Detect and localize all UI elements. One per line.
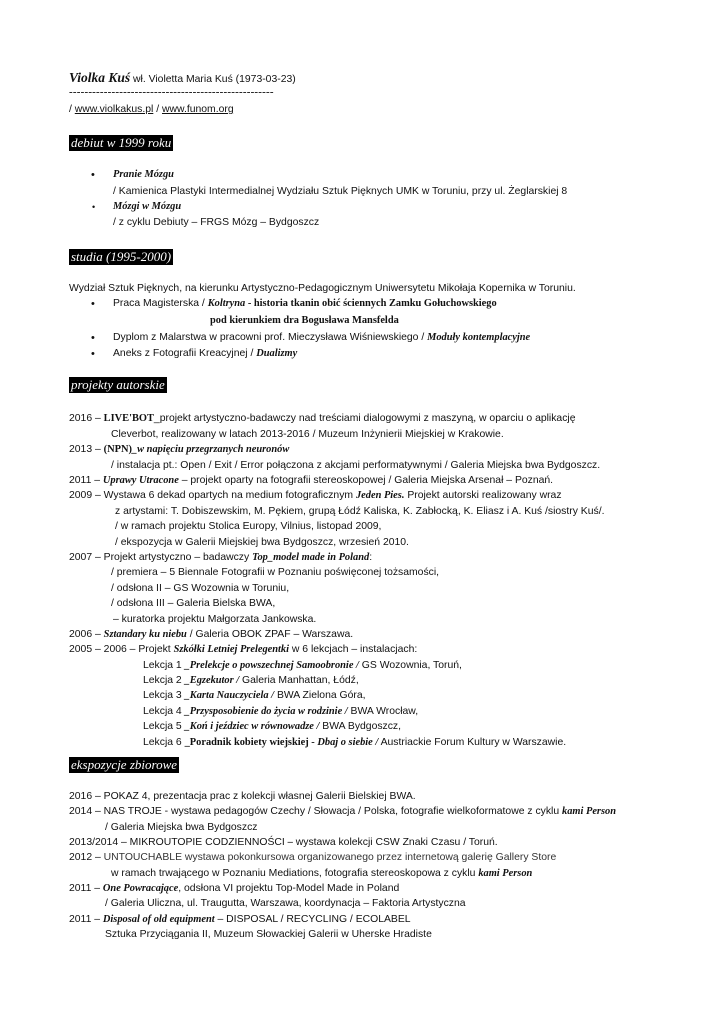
entry-text: Projekt autorski realizowany wraz <box>404 490 562 501</box>
entry-title: Uprawy Utracone <box>102 475 179 486</box>
slash-separator: / <box>153 104 162 115</box>
header-divider: ----------------------------------------------------- <box>69 86 274 98</box>
lesson-title: _Przysposobienie do życia w rodzinie / <box>184 706 348 717</box>
studies-item-annex <box>113 348 297 360</box>
studies-item-diploma <box>113 332 530 344</box>
lesson-venue: BWA Wrocław, <box>347 706 419 717</box>
lesson-label: Lekcja 5 <box>143 721 185 732</box>
entry-dash: – <box>287 837 293 848</box>
entry-text: wystawa kolekcji CSW Znaki Czasu / Toruń. <box>292 837 498 848</box>
entry-text: / Galeria OBOK ZPAF – Warszawa. <box>186 629 354 640</box>
entry-title: Jeden Pies. <box>355 490 405 501</box>
lesson-venue: GS Wozownia, Toruń, <box>358 660 462 671</box>
entry-year: 2013 – <box>69 444 104 455</box>
lesson-label: Lekcja 6 <box>143 737 185 748</box>
entry-text: _projekt artystyczno-badawczy nad treściami dialogowymi z maszyną, w oparciu o aplikację <box>153 413 576 424</box>
project-entry <box>69 444 289 456</box>
section-heading-studies: studia (1995-2000) <box>71 249 172 264</box>
bullet: • <box>91 348 95 360</box>
lesson-venue: Galeria Manhattan, Łódź, <box>239 675 359 686</box>
link-violkakus[interactable]: www.violkakus.pl <box>74 104 154 115</box>
bullet: • <box>91 332 95 344</box>
project-entry-cont: z artystami: T. Dobiszewskim, M. Pękiem, grupą Łódź Kaliska, K. Zabłocką, K. Eliasz i A. Kuś /siostry Kuś/. <box>115 506 605 517</box>
entry-text: 2007 – Projekt artystyczno – badawczy <box>69 552 253 563</box>
debut-item-detail: / z cyklu Debiuty – FRGS Mózg – Bydgoszcz <box>113 217 320 228</box>
entry-year: 2011 – <box>69 914 103 925</box>
entry-text: – DISPOSAL / RECYCLING / ECOLABEL <box>214 914 411 925</box>
lesson-title: _Poradnik kobiety wiejskiej - <box>184 737 318 748</box>
lesson-item <box>143 721 401 733</box>
studies-item-label: Praca Magisterska / <box>113 298 208 309</box>
project-entry-cont: / ekspozycja w Galerii Miejskiej bwa Bydgoszcz, wrzesień 2010. <box>115 537 409 548</box>
header-line <box>69 70 296 86</box>
entry-text: – projekt oparty na fotografii stereoskopowej / Galeria Miejska Arsenał – Poznań. <box>178 475 554 486</box>
entry-year: 2011 – <box>69 475 103 486</box>
entry-year: 2016 – <box>69 413 104 424</box>
entry-year: 2011 – <box>69 883 103 894</box>
entry-text: 2009 – Wystawa 6 dekad opartych na medium fotograficznym <box>69 490 356 501</box>
studies-item-title: Dualizmy <box>256 348 298 359</box>
artist-full-name: wł. Violetta Maria Kuś (1973-03-23) <box>133 74 296 85</box>
artist-name: Violka Kuś <box>69 70 131 85</box>
entry-text: 2014 – NAS TROJE - wystawa pedagogów Czechy / Słowacja / Polska, fotografie wielkoformatowe z cyklu <box>69 806 563 817</box>
project-entry-cont: / odsłona III – Galeria Bielska BWA, <box>111 598 276 609</box>
studies-item-label: Dyplom z Malarstwa w pracowni prof. Mieczysława Wiśniewskiego / <box>113 332 428 343</box>
group-entry-cont: Sztuka Przyciągania II, Muzeum Słowackiej Galerii w Uherske Hradiste <box>105 929 432 940</box>
entry-title: (NPN) <box>103 444 132 455</box>
project-entry <box>69 644 417 656</box>
entry-title: Disposal of old equipment <box>102 914 215 925</box>
section-heading-debut: debiut w 1999 roku <box>71 135 172 150</box>
group-entry <box>69 806 616 818</box>
slash-separator: / <box>69 104 75 115</box>
lesson-label: Lekcja 2 <box>143 675 185 686</box>
entry-title: Szkółki Letniej Prelegentki <box>173 644 290 655</box>
link-funom[interactable]: www.funom.org <box>162 104 234 115</box>
group-entry <box>69 852 556 864</box>
studies-item-thesis <box>113 298 497 310</box>
entry-year: 2006 – <box>69 629 104 640</box>
entry-text: w 6 lekcjach – instalacjach: <box>289 644 418 655</box>
bullet: • <box>91 169 95 181</box>
group-entry-cont <box>111 868 532 880</box>
project-entry <box>69 629 353 641</box>
debut-item-title: Mózgi w Mózgu <box>113 201 182 212</box>
studies-item-subtitle: - historia tkanin obić ściennych Zamku Gołuchowskiego <box>245 298 497 309</box>
studies-item-title: Koltryna <box>207 298 246 309</box>
lesson-item <box>143 706 418 718</box>
entry-text: UNTOUCHABLE wystawa pokonkursowa organizowanego przez internetową galerię Gallery Store <box>103 852 557 863</box>
group-entry-cont: / Galeria Uliczna, ul. Traugutta, Warszawa, koordynacja – Faktoria Artystyczna <box>105 898 466 909</box>
project-entry <box>69 413 576 425</box>
project-entry <box>69 490 562 502</box>
lesson-venue: BWA Zielona Góra, <box>274 690 366 701</box>
project-entry-cont: / odsłona II – GS Wozownia w Toruniu, <box>111 583 290 594</box>
project-entry-cont: – kuratorka projektu Małgorzata Jankowska. <box>113 614 317 625</box>
project-entry-cont: / w ramach projektu Stolica Europy, Vilnius, listopad 2009, <box>115 521 382 532</box>
entry-text: , odsłona VI projektu Top-Model Made in Poland <box>178 883 400 894</box>
entry-year: 2012 – <box>69 852 104 863</box>
bullet: • <box>92 202 96 212</box>
lesson-label: Lekcja 4 <box>143 706 185 717</box>
lesson-title: _Prelekcje o powszechnej Samoobronie / <box>184 660 359 671</box>
project-entry <box>69 552 372 564</box>
debut-item-detail: / Kamienica Plastyki Intermedialnej Wydziału Sztuk Pięknych UMK w Toruniu, przy ul. Żeglarskiej 8 <box>113 186 568 197</box>
lesson-item <box>143 737 566 749</box>
lesson-item <box>143 675 359 687</box>
entry-text: w ramach trwającego w Poznaniu Mediations, fotografia stereoskopowa z cyklu <box>111 868 479 879</box>
lesson-label: Lekcja 3 <box>143 690 185 701</box>
entry-subtitle: _w napięciu przegrzanych neuronów <box>131 444 290 455</box>
entry-text: 2005 – 2006 – Projekt <box>69 644 174 655</box>
group-entry: 2016 – POKAZ 4, prezentacja prac z kolekcji własnej Galerii Bielskiej BWA. <box>69 791 416 802</box>
lesson-venue: BWA Bydgoszcz, <box>319 721 402 732</box>
project-entry-cont: / premiera – 5 Biennale Fotografii w Poznaniu poświęconej tożsamości, <box>111 567 440 578</box>
entry-title: LIVE'BOT <box>103 413 154 424</box>
entry-text: : <box>369 552 373 563</box>
lesson-subtitle: Dbaj o siebie / <box>317 737 379 748</box>
entry-title: kami Person <box>562 806 616 817</box>
debut-item-title: Pranie Mózgu <box>113 169 174 180</box>
section-heading-projects: projekty autorskie <box>71 377 165 392</box>
lesson-item <box>143 690 366 702</box>
studies-item-label: Aneks z Fotografii Kreacyjnej / <box>113 348 257 359</box>
lesson-label: Lekcja 1 <box>143 660 185 671</box>
project-entry-cont: Cleverbot, realizowany w latach 2013-2016 / Muzeum Inżynierii Miejskiej w Krakowie. <box>111 429 504 440</box>
group-entry <box>69 883 399 895</box>
group-entry-cont: / Galeria Miejska bwa Bydgoszcz <box>105 822 258 833</box>
group-entry <box>69 837 498 849</box>
entry-title: Top_model made in Poland <box>252 552 370 563</box>
project-entry <box>69 475 553 487</box>
studies-item-title: Moduły kontemplacyjne <box>427 332 531 343</box>
lesson-title: _Egzekutor / <box>184 675 240 686</box>
lesson-venue: Austriackie Forum Kultury w Warszawie. <box>378 737 567 748</box>
studies-item-supervisor: pod kierunkiem dra Bogusława Mansfelda <box>210 315 399 326</box>
studies-intro: Wydział Sztuk Pięknych, na kierunku Artystyczno-Pedagogicznym Uniwersytetu Mikołaja Kopernika w Toruniu. <box>69 283 576 294</box>
entry-text: 2013/2014 – MIKROUTOPIE CODZIENNOŚCI <box>69 837 288 848</box>
entry-title: One Powracające <box>102 883 179 894</box>
header-links <box>69 104 234 116</box>
bullet: • <box>91 298 95 310</box>
entry-title: kami Person <box>478 868 533 879</box>
lesson-title: _Koń i jeździec w równowadze / <box>184 721 320 732</box>
entry-title: Sztandary ku niebu <box>103 629 187 640</box>
project-entry-cont: / instalacja pt.: Open / Exit / Error połączona z akcjami performatywnymi / Galeria Miejska bwa Bydgoszcz. <box>111 460 601 471</box>
lesson-item <box>143 660 462 672</box>
section-heading-group: ekspozycje zbiorowe <box>71 757 178 772</box>
lesson-title: _Karta Nauczyciela / <box>184 690 275 701</box>
group-entry <box>69 914 411 926</box>
